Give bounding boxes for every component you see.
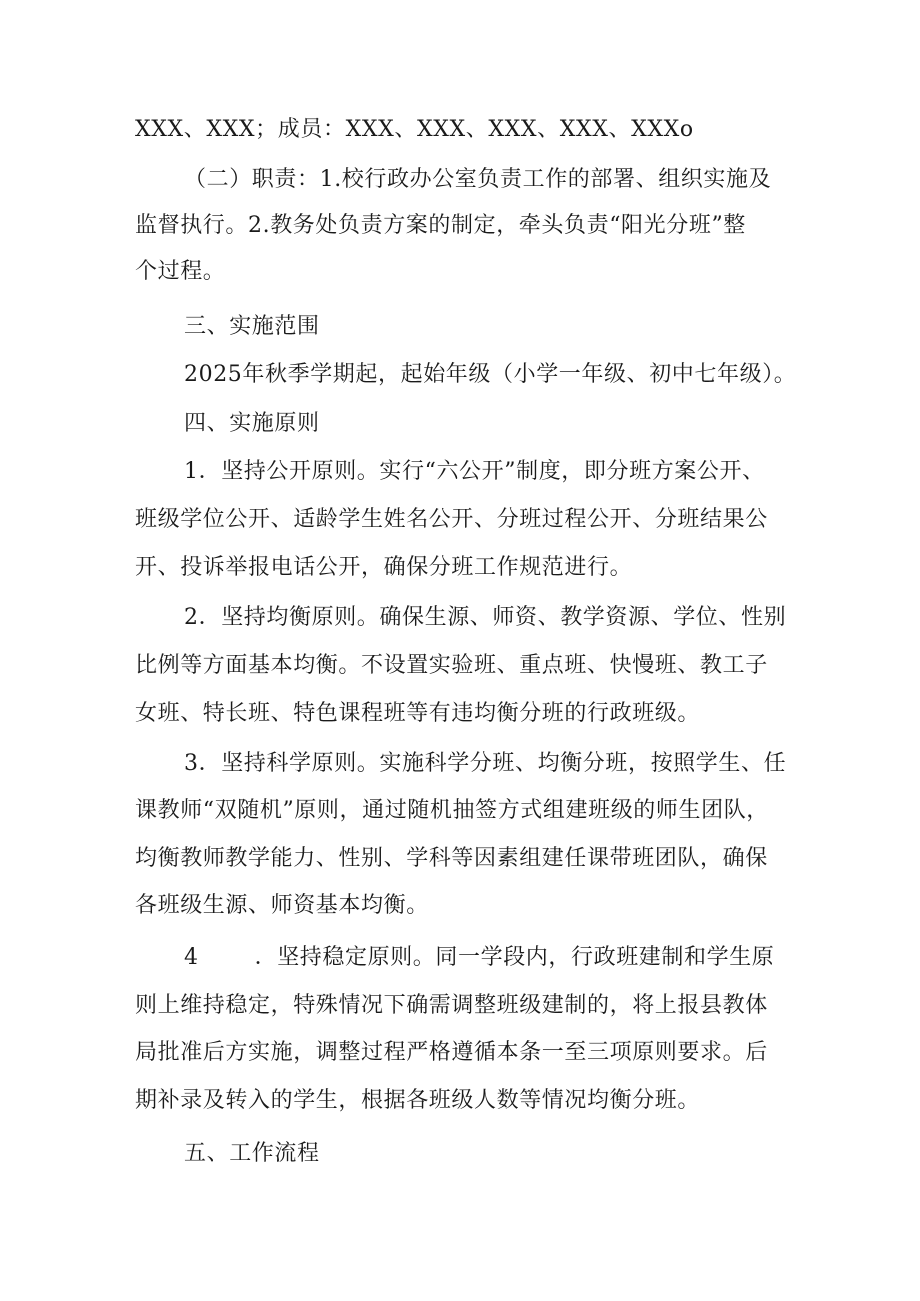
principle-4-line-4: 期补录及转入的学生，根据各班级人数等情况均衡分班。	[135, 1088, 701, 1113]
principle-2-line-1: 2．坚持均衡原则。确保生源、师资、教学资源、学位、性别	[184, 605, 787, 630]
members-line: XXX、XXX；成员：XXX、XXX、XXX、XXX、XXXo	[135, 117, 694, 142]
principle-4-line-3: 局批准后方实施，调整过程严格遵循本条一至三项原则要求。后	[135, 1040, 768, 1065]
principle-4-line-2: 则上维持稳定，特殊情况下确需调整班级建制的，将上报县教体	[135, 993, 768, 1018]
duties-heading-line: （二）职责：1.校行政办公室负责工作的部署、组织实施及	[184, 167, 772, 192]
principle-3-line-4: 各班级生源、师资基本均衡。	[135, 893, 429, 918]
principle-1-line-2: 班级学位公开、适龄学生姓名公开、分班过程公开、分班结果公	[135, 507, 768, 532]
principle-4-line-1	[184, 944, 774, 972]
section-heading-principles: 四、实施原则	[184, 411, 320, 436]
principle-3-line-3: 均衡教师教学能力、性别、学科等因素组建任课带班团队，确保	[135, 846, 768, 871]
duties-line-2: 监督执行。2.教务处负责方案的制定，牵头负责“阳光分班”整	[135, 213, 746, 238]
principle-1-line-3: 开、投诉举报电话公开，确保分班工作规范进行。	[135, 555, 633, 580]
principle-1-line-1: 1．坚持公开原则。实行“六公开”制度，即分班方案公开、	[184, 459, 765, 484]
principle-4-text: ．坚持稳定原则。同一学段内，行政班建制和学生原	[254, 945, 775, 970]
principle-4-number: 4	[184, 945, 199, 970]
scope-text: 2025年秋季学期起，起始年级（小学一年级、初中七年级）。	[184, 362, 797, 387]
duties-line-3: 个过程。	[135, 259, 226, 284]
principle-3-line-2: 课教师“双随机”原则，通过随机抽签方式组建班级的师生团队，	[135, 798, 769, 823]
principle-2-line-3: 女班、特长班、特色课程班等有违均衡分班的行政班级。	[135, 701, 701, 726]
section-heading-workflow: 五、工作流程	[184, 1141, 320, 1166]
principle-3-line-1: 3．坚持科学原则。实施科学分班、均衡分班，按照学生、任	[184, 751, 787, 776]
principle-2-line-2: 比例等方面基本均衡。不设置实验班、重点班、快慢班、教工子	[135, 653, 768, 678]
section-heading-scope: 三、实施范围	[184, 314, 320, 339]
